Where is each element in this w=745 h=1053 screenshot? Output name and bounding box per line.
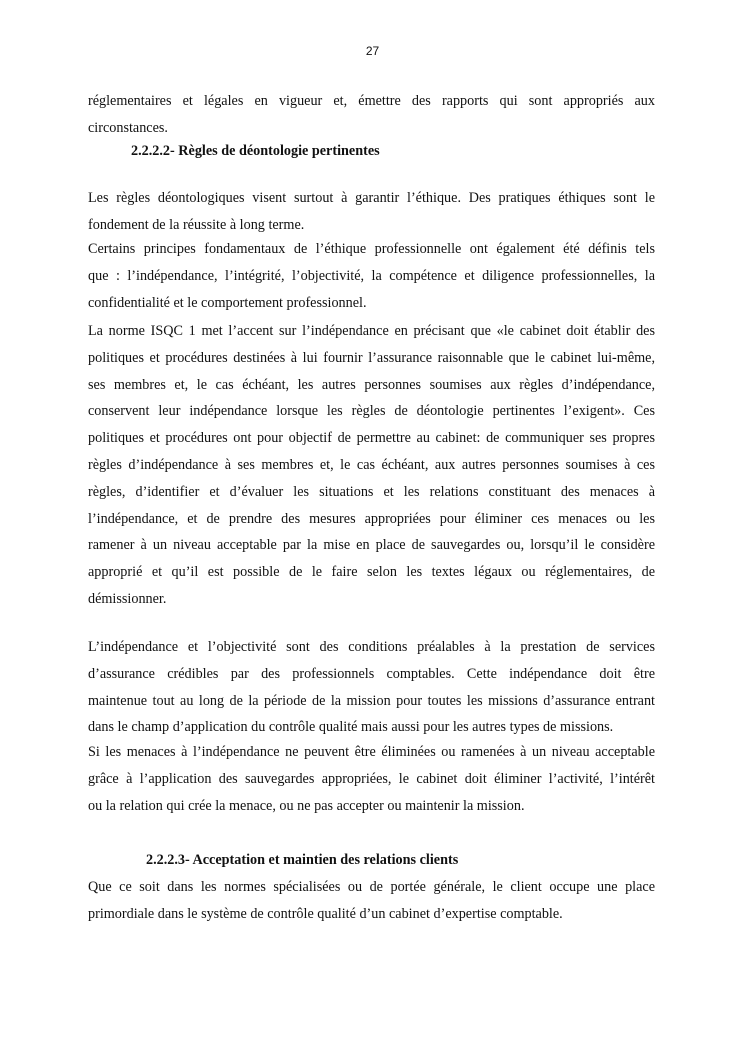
text-line: règles d’indépendance à ses membres et, le cas échéant, aux autres personnes soumises à ces bbox=[88, 456, 655, 473]
text-line: La norme ISQC 1 met l’accent sur l’indépendance en précisant que «le cabinet doit établir des bbox=[88, 323, 655, 339]
text-line: politiques et procédures ont pour objectif de permettre au cabinet: de communiquer ses propres bbox=[88, 430, 655, 447]
text-line: primordiale dans le système de contrôle qualité d’un cabinet d’expertise comptable. bbox=[88, 905, 563, 922]
text-line: Les règles déontologiques visent surtout à garantir l’éthique. Des pratiques éthiques sont le bbox=[88, 190, 655, 206]
paragraph bbox=[88, 634, 655, 741]
paragraph bbox=[88, 236, 655, 316]
text-line: L’indépendance et l’objectivité sont des conditions préalables à la prestation de services bbox=[88, 639, 655, 655]
text-line: approprié et qu’il est possible de le faire selon les textes légaux ou réglementaires, de bbox=[88, 564, 655, 581]
page-number: 27 bbox=[365, 44, 380, 58]
text-line: démissionner. bbox=[88, 590, 167, 607]
text-line: confidentialité et le comportement professionnel. bbox=[88, 294, 367, 311]
text-line: que : l’indépendance, l’intégrité, l’objectivité, la compétence et diligence professionnelles, la bbox=[88, 267, 655, 284]
text-line: grâce à l’application des sauvegardes appropriées, le cabinet doit éliminer l’activité, l’intérêt bbox=[88, 770, 655, 787]
text-line: dans le champ d’application du contrôle qualité mais aussi pour les autres types de missions. bbox=[88, 719, 614, 736]
paragraph bbox=[88, 318, 655, 613]
section-heading: 2.2.2.2- Règles de déontologie pertinentes bbox=[131, 143, 380, 159]
text-line: Que ce soit dans les normes spécialisées ou de portée générale, le client occupe une place bbox=[88, 879, 655, 895]
text-line: conservent leur indépendance lorsque les règles de déontologie pertinentes l’exigent». Ces bbox=[88, 403, 655, 420]
text-line: politiques et procédures destinées à lui fournir l’assurance raisonnable que le cabinet lui-même, bbox=[88, 349, 655, 366]
text-line: ses membres et, le cas échéant, les autres personnes soumises aux règles d’indépendance, bbox=[88, 376, 655, 393]
text-line: ou la relation qui crée la menace, ou ne pas accepter ou maintenir la mission. bbox=[88, 797, 525, 814]
text-line: d’assurance crédibles par des professionnels comptables. Cette indépendance doit être bbox=[88, 665, 655, 682]
paragraph bbox=[88, 874, 655, 928]
text-line: ramener à un niveau acceptable par la mise en place de sauvegardes ou, lorsqu’il le considère bbox=[88, 537, 655, 554]
section-heading: 2.2.2.3- Acceptation et maintien des relations clients bbox=[146, 852, 459, 868]
paragraph bbox=[88, 739, 655, 819]
text-line: Si les menaces à l’indépendance ne peuvent être éliminées ou ramenées à un niveau acceptable bbox=[88, 744, 655, 760]
text-line: l’indépendance, et de prendre des mesures appropriées pour éliminer ces menaces ou les bbox=[88, 510, 655, 527]
text-line: maintenue tout au long de la période de la mission pour toutes les missions d’assurance entrant bbox=[88, 692, 655, 709]
text-line: réglementaires et légales en vigueur et, émettre des rapports qui sont appropriés aux bbox=[88, 93, 655, 109]
text-line: circonstances. bbox=[88, 119, 168, 136]
text-line: Certains principes fondamentaux de l’éthique professionnelle ont également été définis tels bbox=[88, 241, 655, 257]
text-line: règles, d’identifier et d’évaluer les situations et les relations constituant des menaces à bbox=[88, 483, 655, 500]
text-line: fondement de la réussite à long terme. bbox=[88, 216, 305, 233]
paragraph bbox=[88, 88, 655, 142]
paragraph bbox=[88, 185, 655, 239]
